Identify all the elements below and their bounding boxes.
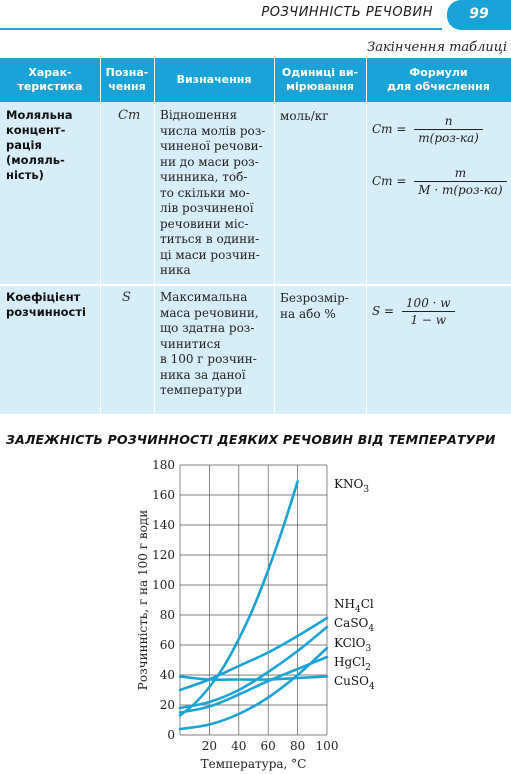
formula-fraction [414, 166, 506, 197]
solubility-chart [0, 455, 511, 774]
y-tick-label: 140 [152, 518, 175, 532]
x-tick-label: 20 [201, 739, 218, 753]
x-tick-label: 80 [289, 739, 306, 753]
x-axis-label: Температура, °С [200, 757, 307, 771]
y-axis-label: Розчинність, г на 100 г води [136, 509, 150, 691]
formula-fraction [402, 296, 455, 327]
col-header-symbol: Позна- чення [105, 66, 149, 93]
y-tick-label: 120 [152, 548, 175, 562]
col-header-characteristic: Харак- теристика [17, 66, 83, 93]
y-tick-label: 180 [152, 458, 175, 472]
formula-denominator: m(роз-ка) [418, 131, 479, 145]
formula-solubility [372, 296, 455, 327]
y-tick-label: 60 [159, 638, 175, 652]
row-symbol-solubility: S [122, 290, 131, 305]
row-divider [0, 284, 511, 286]
row-name-molality: Моляльна концент- рація (моляль- ність) [6, 108, 73, 182]
row-symbol-molality: Cm [118, 108, 141, 123]
formula-fraction [414, 114, 483, 145]
series-label-nh4cl: $NH_4Cl$ [334, 597, 374, 615]
formula-lhs: Cm = [372, 122, 407, 136]
x-tick-label: 100 [315, 739, 339, 753]
col-divider [366, 58, 367, 414]
formula-molality-1 [372, 114, 483, 145]
y-tick-label: 160 [152, 488, 175, 502]
table-continuation-note: Закінчення таблиці [367, 40, 507, 55]
y-tick-label: 20 [159, 698, 175, 712]
col-divider [100, 58, 101, 414]
formula-lhs: S = [372, 304, 395, 318]
col-divider [154, 58, 155, 414]
series-line-cuso4 [180, 677, 327, 680]
y-tick-label: 40 [159, 668, 175, 682]
page-header [0, 0, 511, 30]
col-header-units: Одиниці ви- мірювання [281, 66, 359, 93]
formula-molality-2 [372, 166, 507, 197]
col-divider [274, 58, 275, 414]
formula-numerator: n [414, 114, 483, 130]
row-unit-solubility: Безрозмір- на або % [280, 291, 349, 321]
running-title: РОЗЧИННІСТЬ РЕЧОВИН [261, 5, 433, 20]
row-definition-solubility: Максимальна маса речовини, що здатна роз- чинитися в 100 г розчин- ника за даної температури [160, 290, 259, 397]
series-label-kno3: $KNO_3$ [334, 477, 370, 495]
x-tick-label: 40 [231, 739, 247, 753]
header-rule [0, 28, 442, 30]
series-label-cuso4: CuSO$_4$ [334, 674, 375, 692]
series-label-caso4: CaSO$_4$ [334, 616, 375, 634]
formula-denominator: M · m(роз-ка) [418, 183, 503, 197]
page-number: 99 [447, 0, 511, 30]
row-name-solubility: Коефіцієнт розчинності [6, 290, 86, 319]
row-definition-molality: Відношення числа молів роз- чиненої речови- ни до маси роз- чинника, тоб- то скільки мо- лів розчиненої речовини міс- титься в одини- ці маси розчин- ника [160, 108, 266, 277]
formula-denominator: 1 − w [410, 313, 447, 327]
x-tick-label: 60 [260, 739, 276, 753]
formula-numerator: m [414, 166, 506, 182]
y-tick-label: 0 [167, 728, 175, 742]
formula-lhs: Cm = [372, 174, 407, 188]
series-label-hgcl2: HgCl$_2$ [334, 655, 371, 673]
col-header-definition: Визначення [176, 73, 252, 86]
concentration-table [0, 58, 511, 414]
table-header-row [0, 58, 511, 102]
row-unit-molality: моль/кг [280, 109, 329, 123]
series-label-kclo3: KClO$_3$ [334, 636, 372, 654]
y-tick-label: 100 [152, 578, 175, 592]
y-tick-label: 80 [159, 608, 175, 622]
formula-numerator: 100 · w [402, 296, 455, 312]
col-header-formulas: Формули для обчислення [387, 66, 490, 93]
chart-title: ЗАЛЕЖНІСТЬ РОЗЧИННОСТІ ДЕЯКИХ РЕЧОВИН ВІД ТЕМПЕРАТУРИ [6, 432, 496, 447]
